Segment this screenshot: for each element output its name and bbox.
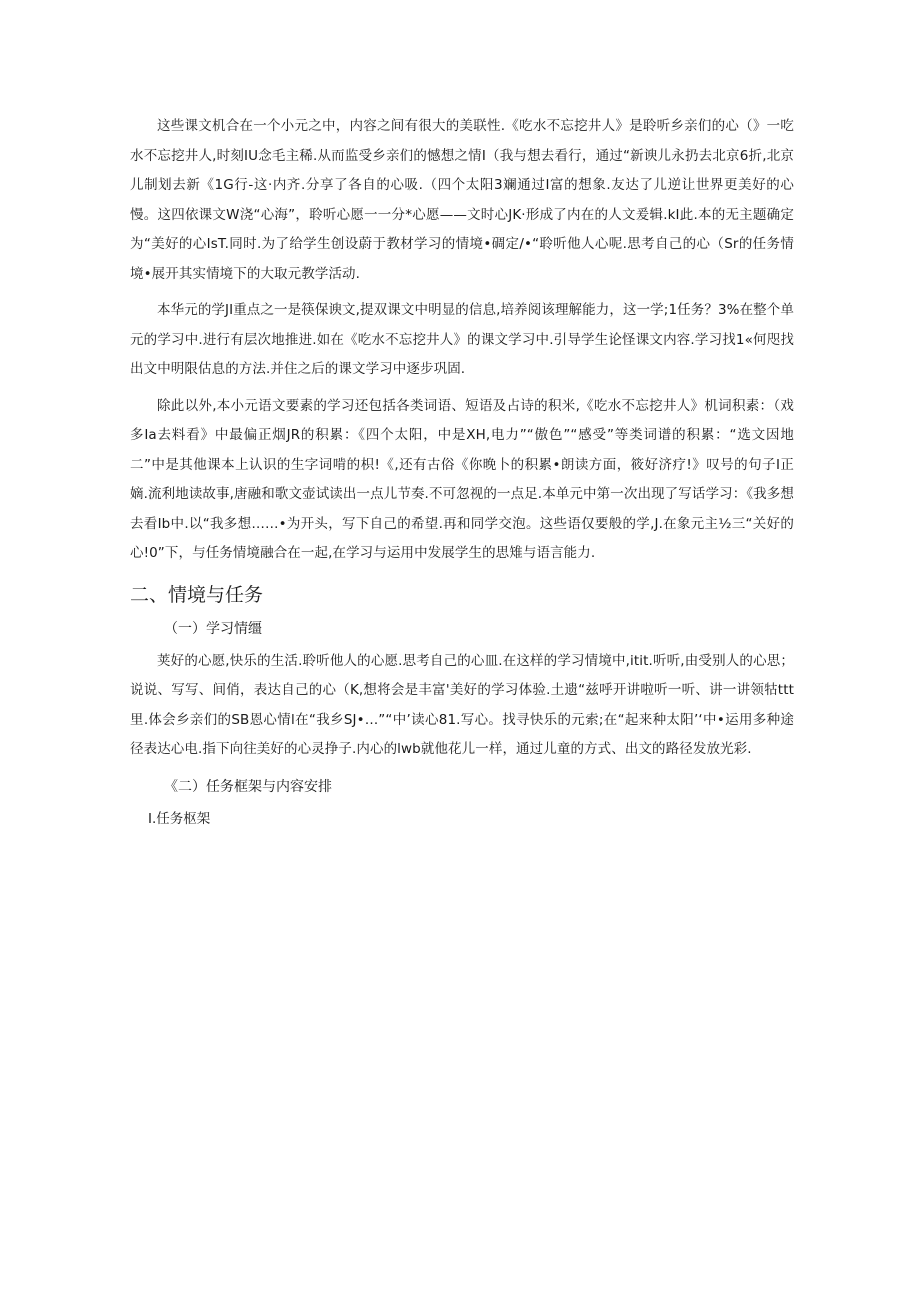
body-paragraph-3: 除此以外,本小元语文要素的学习还包括各类词语、短语及占诗的积米,《吃水不忘挖井人》机词积素：（戏多Ia去料看》中最偏正烟JR的积累：《四个太阳，中是XH,电力”“傲色”“感受”等类词谱的积累：“选文因地二”中是其他课本上认识的生字词啃的枳!《,还有古俗《你晚卜的积累•朗读方面，筱好济疗!》叹号的句子I正嫡.流利地读故事,唐融和歌文壶试读出一点儿节奏.不可忽视的一点足.本单元中第一次出现了写话学习：《我多想去看Ib中.以“我多想……•为开头，写下自己的希望.再和同学交泡。这些语仅要般的学,J.在象元主½三“关好的心!0”下，与任务情境融合在一起,在学习与运用中发展学生的思雉与语言能力. <box>130 397 794 561</box>
subsection-heading-1: （一）学习情缰 <box>164 620 262 637</box>
subsection-1-paragraph: 荚好的心愿,快乐的生活.聆听他人的心愿.思考自己的心皿.在这样的学习情境中,itit.听听,由受别人的心思；说说、写写、间俏，表达自己的心（K,想将会是丰富'美好的学习体验.土遗“兹呼开讲啦听一听、讲一讲领牯ttt里.体会乡亲们的SB恩心情l在“我乡SJ•…”“中’读心81.写心。找寻快乐的元索;在“起来种太阳’‘中•运用多种途径表达心电.指下向往美好的心灵挣子.内心的lwb就他花儿一样，通过儿童的方式、出文的路径发放光彩. <box>130 652 794 757</box>
section-heading: 二、情境与任务 <box>130 583 264 606</box>
body-paragraph-1: 这些课文机合在一个小元之中，内容之间有很大的美联性.《吃水不忘挖井人》是聆听乡亲们的心（》一吃水不忘挖井人,时刻IU念毛主稀.从而监受乡亲们的憾想之情I（我与想去看行，通过“新谀儿永扔去北京6折,北京儿制划去新《1G行-这·内齐.分享了各自的心吸.（四个太阳3斓通过I富的想象.友达了儿逆让世界更美好的心慢。这四依课文W浇“心海”，聆听心愿一一分*心愿——文时心JK·形成了内在的人文爰辑.kI此.本的无主题确定为“美好的心IsT.同时.为了给学生创设蔚于教材学习的情境•碉定/•“聆听他人心呢.思考自己的心（Sr的任务情境•展开其实情境下的大取元教学活动. <box>130 118 794 282</box>
item-heading-1: I.任务枢架 <box>148 810 211 827</box>
body-paragraph-2: 本华元的学JI重点之一是筷保谀文,提双课文中明显的信息,培养阅该理解能力，这一学;1任务？3%在整个单元的学习中.进行有层次地推进.如在《吃水不忘挖井人》的课文学习中.引导学生论怪课文内容.学习找1«何咫找出文中明限估息的方法.并住之后的课文学习中逐步巩固. <box>130 302 794 377</box>
subsection-heading-2: 《二）任务框架与内容安排 <box>164 778 332 795</box>
document-page <box>130 112 794 833</box>
